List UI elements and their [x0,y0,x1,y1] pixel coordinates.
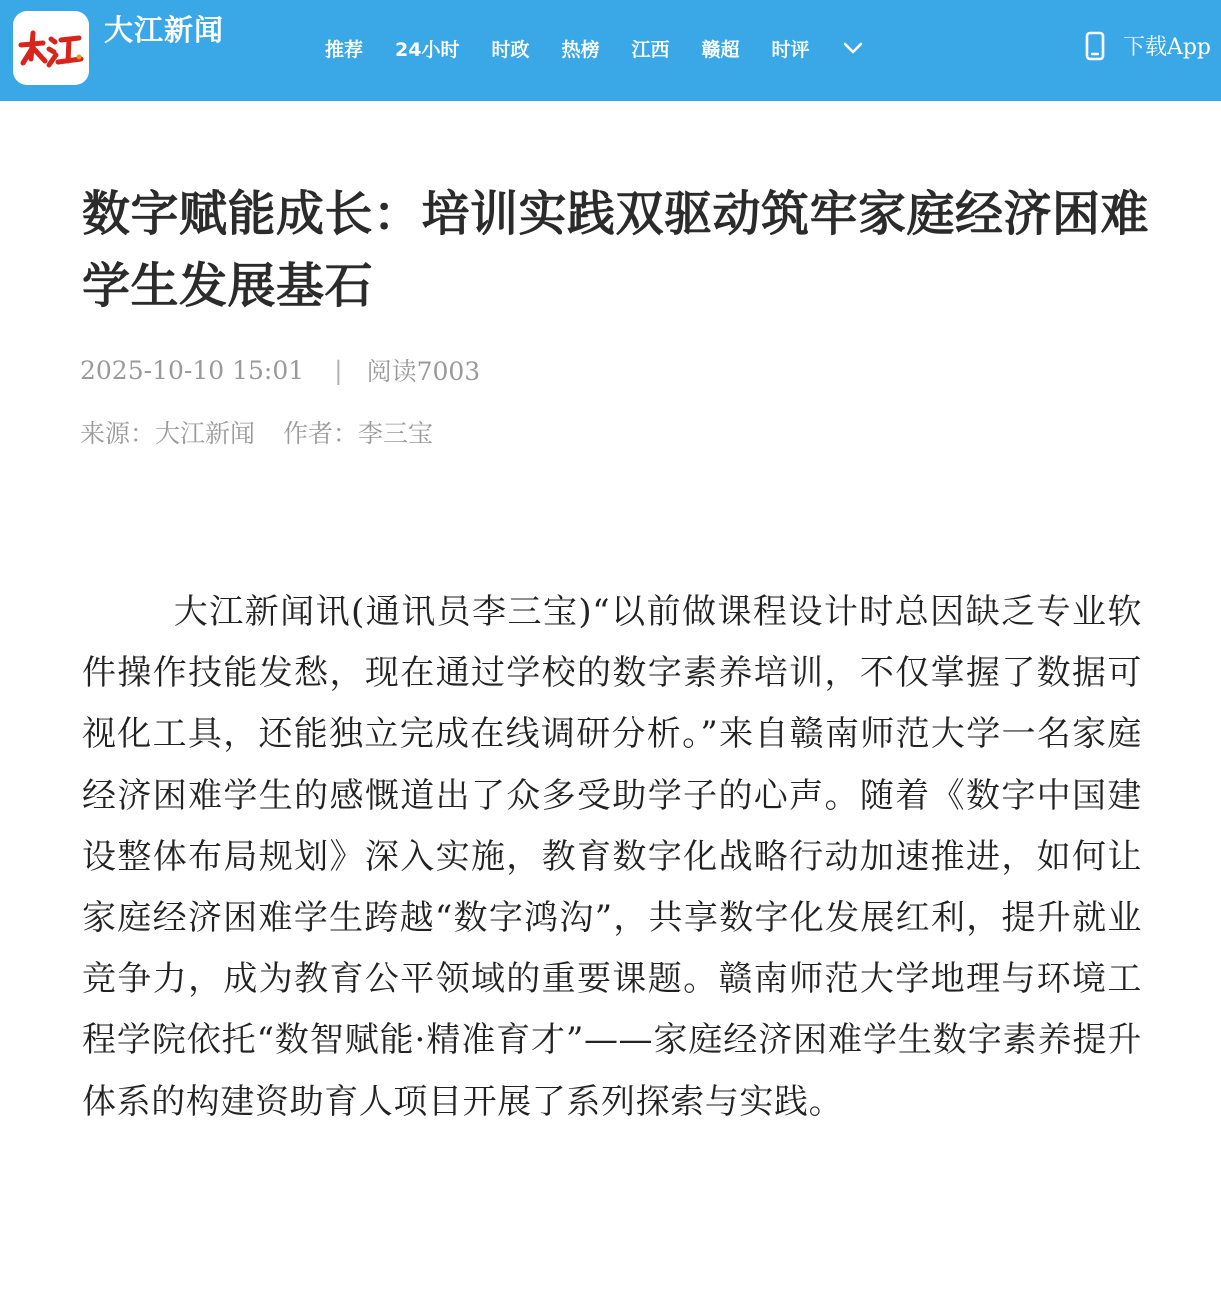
nav-item-jiangxi[interactable]: 江西 [631,38,670,61]
download-app-button[interactable] [1085,30,1211,61]
phone-icon [1085,31,1105,61]
article-author: 作者：李三宝 [283,419,434,448]
nav-item-commentary[interactable]: 时评 [771,38,810,61]
main-nav [325,33,864,63]
nav-item-politics[interactable]: 时政 [491,38,530,61]
article-title: 数字赋能成长：培训实践双驱动筑牢家庭经济困难学生发展基石 [82,186,1150,314]
brand-name[interactable]: 大江新闻 [104,13,225,47]
article-paragraph: 大江新闻讯(通讯员李三宝)“以前做课程设计时总因缺乏专业软件操作技能发愁，现在通过学校的数字素养培训，不仅掌握了数据可视化工具，还能独立完成在线调研分析。”来自赣南师范大学一名家庭经济困难学生的感慨道出了众多受助学子的心声。随着《数字中国建设整体布局规划》深入实施，教育数字化战略行动加速推进，如何让家庭经济困难学生跨越“数字鸿沟”，共享数字化发展红利，提升就业竞争力，成为教育公平领域的重要课题。赣南师范大学地理与环境工程学院依托“数智赋能·精准育才”——家庭经济困难学生数字素养提升体系的构建资助育人项目开展了系列探索与实践。 [82,592,1142,1122]
nav-item-recommend[interactable]: 推荐 [325,38,364,61]
read-count: 阅读7003 [366,357,481,386]
top-navigation-bar [0,0,1221,101]
nav-item-ganchao[interactable]: 赣超 [701,38,740,61]
dajiang-logo[interactable] [13,11,89,85]
logo-mark [13,11,89,85]
article-source: 来源：大江新闻 [80,419,256,448]
nav-item-trending[interactable]: 热榜 [561,38,600,61]
chevron-down-icon[interactable] [842,37,864,59]
article-source-line [80,414,433,450]
meta-separator: | [334,355,343,385]
download-app-label: 下载App [1122,35,1211,60]
publish-datetime: 2025-10-10 15:01 [80,355,305,385]
article-meta [80,352,480,388]
nav-item-24h[interactable]: 24小时 [395,38,460,61]
